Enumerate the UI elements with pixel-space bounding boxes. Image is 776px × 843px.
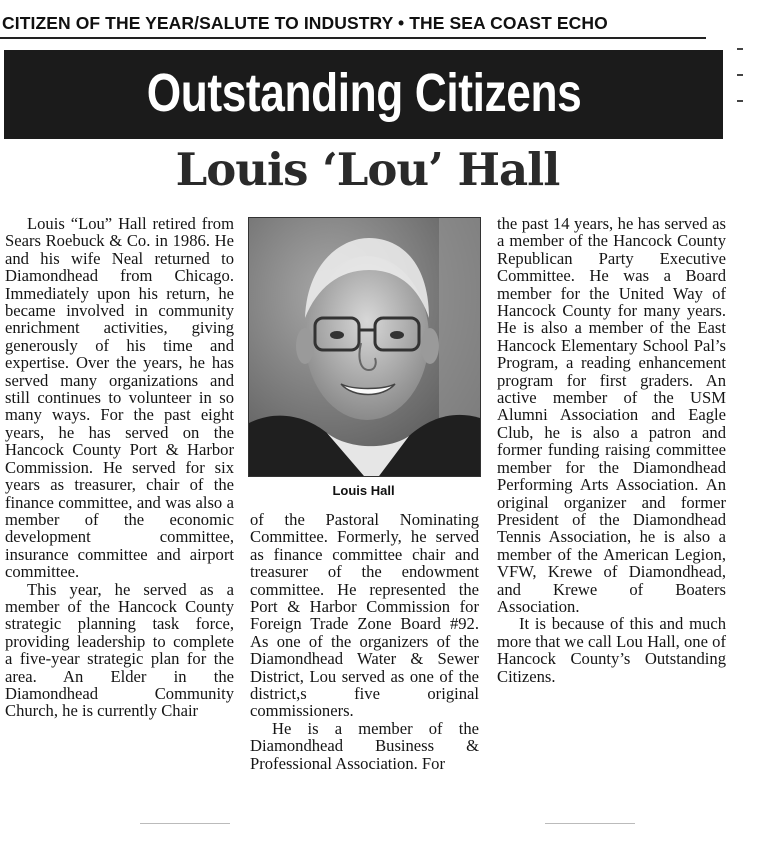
- headline-banner: [4, 50, 723, 139]
- paragraph: This year, he served as a member of the Hancock County strategic planning task force, providing leadership to complete a five-year strategic plan for the area. An Elder in the Diamondhead Community Church, he is currently Chair: [5, 579, 234, 721]
- portrait-illustration: [249, 218, 480, 476]
- portrait-photo: [248, 217, 481, 477]
- kicker-rule: [0, 37, 706, 39]
- paragraph: It is because of this and much more that we call Lou Hall, one of Hancock County’s Outstanding Citizens.: [497, 614, 726, 686]
- paragraph: of the Pastoral Nominating Committee. Formerly, he served as finance committee chair and treasurer of the endowment committee. He represented the Port & Harbor Commission for Foreign Trade Zone Board #92. As one of the organizers of the Diamondhead Water & Sewer District, Lou served as one of the district,s five original commissioners.: [250, 510, 479, 721]
- citizen-name: Louis ‘Lou’ Hall: [175, 143, 560, 196]
- article-column-2: [250, 511, 479, 772]
- article-column-3: [497, 215, 726, 685]
- paragraph: the past 14 years, he has served as a member of the Hancock County Republican Party Executive Committee. He was a Board member for the United Way of Hancock County for many years. He is also a member of the East Hancock Elementary School Pal’s Program, a reading enhancement program for first graders. An active member of the USM Alumni Association and Eagle Club, he is also a patron and former funding raising committee member for the Diamondhead Performing Arts Association. An original organizer and former President of the Diamondhead Tennis Association, he is also a member of the American Legion, VFW, Krewe of Diamondhead, and Krewe of Boaters Association.: [497, 214, 726, 616]
- section-kicker: CITIZEN OF THE YEAR/SALUTE TO INDUSTRY • THE SEA COAST ECHO: [2, 13, 608, 33]
- edge-mark: [737, 100, 743, 102]
- footer-rule: [140, 823, 230, 824]
- edge-mark: [737, 74, 743, 76]
- article-column-1: [5, 215, 234, 720]
- edge-mark: [737, 48, 743, 50]
- paragraph: Louis “Lou” Hall retired from Sears Roebuck & Co. in 1986. He and his wife Neal returned to Diamondhead from Chicago. Immediately upon his return, he became involved in community enrichment activities, giving generously of his time and expertise. Over the years, he has served many organizations and still continues to volunteer in so many ways. For the past eight years, he has served on the Hancock County Port & Harbor Commission. He served for six years as treasurer, chair of the finance committee, and was also a member of the economic development committee, insurance committee and airport committee.: [5, 214, 234, 582]
- footer-rule: [545, 823, 635, 824]
- photo-caption: Louis Hall: [332, 483, 395, 498]
- headline-text: Outstanding Citizens: [146, 62, 581, 123]
- paragraph: He is a member of the Diamondhead Business & Professional Association. For: [250, 718, 479, 773]
